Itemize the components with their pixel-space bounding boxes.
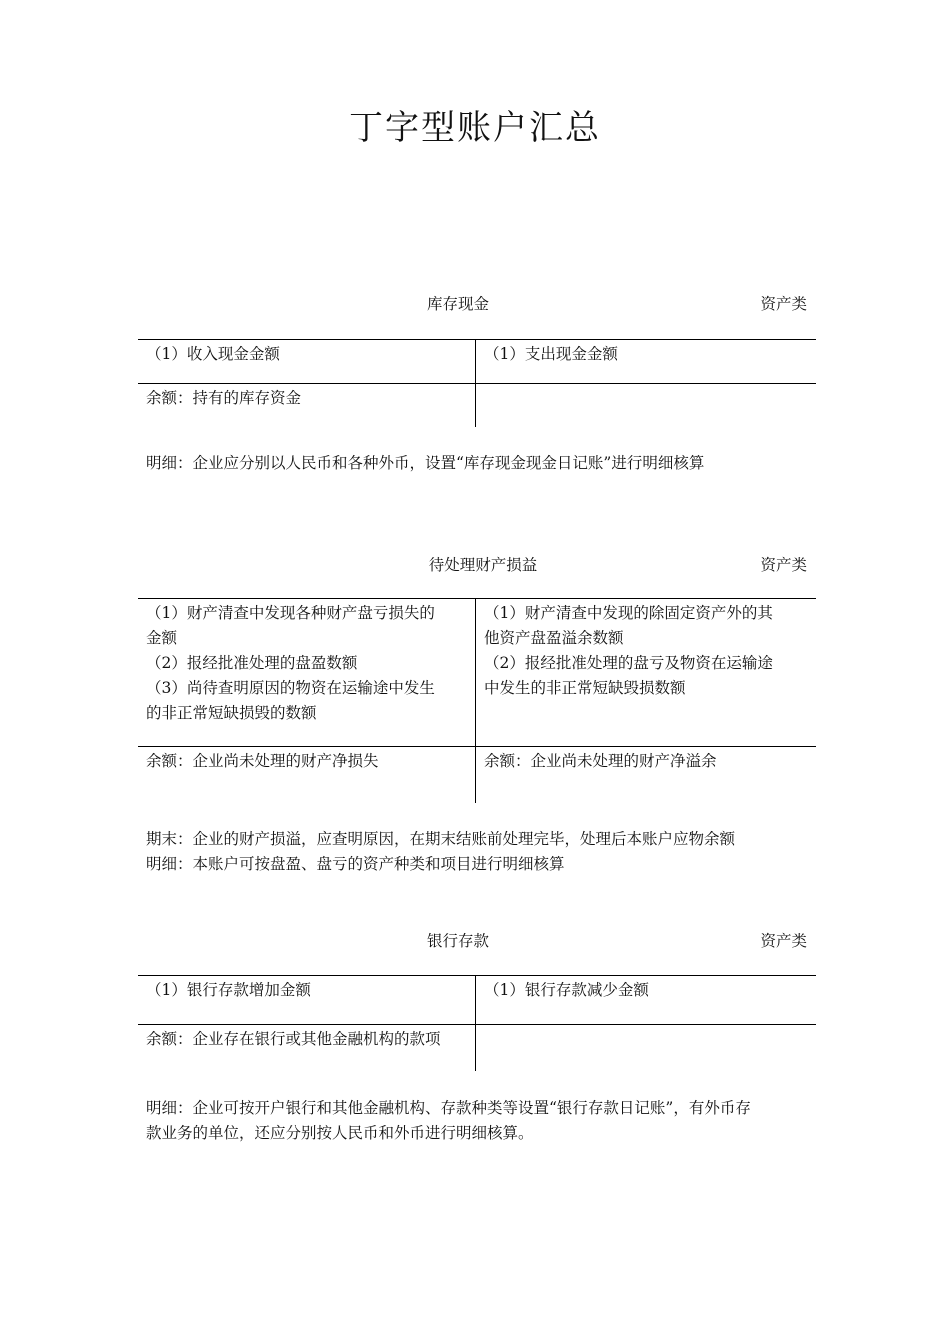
account-header-pending — [138, 553, 816, 577]
account-category: 资产类 — [760, 295, 807, 313]
credit-entry: （2）报经批准处理的盘亏及物资在运输途 — [484, 654, 773, 672]
credit-entry: （1）银行存款减少金额 — [484, 981, 649, 999]
credit-entry: （1）支出现金金额 — [484, 345, 618, 363]
t-account-pending — [138, 598, 816, 803]
account-name: 银行存款 — [426, 932, 489, 950]
debit-entry: （1）财产清查中发现各种财产盘亏损失的 — [146, 604, 435, 622]
credit-side — [476, 340, 814, 383]
debit-side — [138, 976, 476, 1024]
note-line: 期末：企业的财产损溢，应查明原因，在期末结账前处理完毕，处理后本账户应物余额 — [146, 830, 736, 848]
page-title: 丁字型账户汇总 — [349, 108, 601, 148]
credit-entry: 中发生的非正常短缺毁损数额 — [484, 679, 686, 697]
account-name: 库存现金 — [426, 295, 489, 313]
credit-balance-text: 余额：企业尚未处理的财产净溢余 — [484, 752, 717, 770]
debit-side — [138, 599, 476, 746]
account-header-cash — [138, 292, 816, 316]
debit-entry: （2）报经批准处理的盘盈数额 — [146, 654, 358, 672]
account-notes-pending — [146, 827, 814, 877]
debit-balance — [138, 1025, 476, 1071]
credit-side — [476, 976, 814, 1024]
account-category: 资产类 — [760, 556, 807, 574]
credit-balance — [476, 1025, 814, 1071]
debit-entry: 金额 — [146, 629, 178, 647]
credit-balance — [476, 747, 814, 803]
debit-entry: （1）收入现金金额 — [146, 345, 280, 363]
t-account-bank — [138, 975, 816, 1071]
credit-entry: （1）财产清查中发现的除固定资产外的其 — [484, 604, 773, 622]
t-account-cash — [138, 339, 816, 427]
note-line: 明细：企业可按开户银行和其他金融机构、存款种类等设置“银行存款日记账”，有外币存 — [146, 1099, 751, 1117]
debit-balance-text: 余额：企业尚未处理的财产净损失 — [146, 752, 379, 770]
debit-balance — [138, 384, 476, 427]
debit-balance-text: 余额：企业存在银行或其他金融机构的款项 — [146, 1030, 441, 1048]
debit-side — [138, 340, 476, 383]
account-category: 资产类 — [760, 932, 807, 950]
debit-balance — [138, 747, 476, 803]
account-name: 待处理财产损益 — [428, 556, 538, 574]
debit-balance-text: 余额：持有的库存资金 — [146, 389, 302, 407]
account-notes-bank — [146, 1096, 814, 1146]
account-notes-cash — [146, 451, 814, 476]
note-line: 明细：企业应分别以人民币和各种外币，设置“库存现金现金日记账”进行明细核算 — [146, 454, 705, 472]
debit-entry: 的非正常短缺损毁的数额 — [146, 704, 317, 722]
credit-side — [476, 599, 814, 746]
note-line: 款业务的单位，还应分别按人民币和外币进行明细核算。 — [146, 1124, 534, 1142]
credit-balance — [476, 384, 814, 427]
debit-entry: （1）银行存款增加金额 — [146, 981, 311, 999]
debit-entry: （3）尚待查明原因的物资在运输途中发生 — [146, 679, 435, 697]
account-header-bank — [138, 929, 816, 953]
credit-entry: 他资产盘盈溢余数额 — [484, 629, 624, 647]
note-line: 明细：本账户可按盘盈、盘亏的资产种类和项目进行明细核算 — [146, 855, 565, 873]
